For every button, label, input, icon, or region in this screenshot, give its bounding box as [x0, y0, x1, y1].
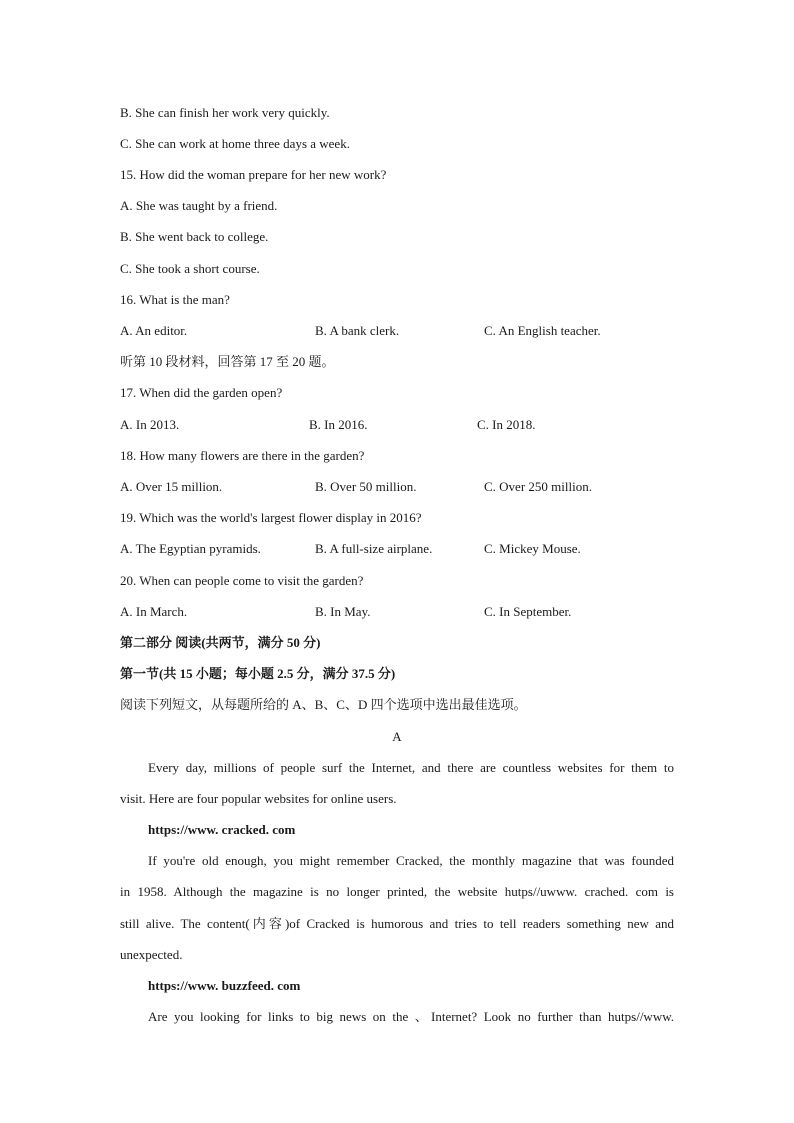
passage-label: A — [392, 729, 402, 744]
q15-option-b: B. She went back to college. — [120, 229, 269, 244]
q14-option-b: B. She can finish her work very quickly. — [120, 105, 330, 120]
passage-intro-line-1: Every day, millions of people surf the Internet, and there are countless websites for them to — [148, 760, 674, 775]
reading-instruction: 阅读下列短文，从每题所给的 A、B、C、D 四个选项中选出最佳选项。 — [120, 697, 527, 712]
q20-question: 20. When can people come to visit the garden? — [120, 573, 364, 588]
q16-option-a: A. An editor. — [120, 323, 188, 338]
site1-line-1: If you're old enough, you might remember Cracked, the monthly magazine that was founded — [148, 853, 674, 868]
site1-url: https://www. cracked. com — [148, 822, 296, 837]
q18-option-c: C. Over 250 million. — [484, 479, 592, 494]
q18-question: 18. How many flowers are there in the garden? — [120, 448, 365, 463]
q16-option-c: C. An English teacher. — [484, 323, 601, 338]
site2-line-1: Are you looking for links to big news on the 、Internet? Look no further than hutps//www. — [148, 1009, 674, 1024]
site2-url: https://www. buzzfeed. com — [148, 978, 301, 993]
q20-option-c: C. In September. — [484, 604, 572, 619]
site1-line-4: unexpected. — [120, 947, 183, 962]
part2-heading: 第二部分 阅读(共两节，满分 50 分) — [120, 635, 321, 650]
q15-question: 15. How did the woman prepare for her new work? — [120, 167, 387, 182]
site1-line-2: in 1958. Although the magazine is no longer printed, the website hutps//uwww. crached. com is — [120, 884, 674, 899]
q20-option-a: A. In March. — [120, 604, 188, 619]
section1-heading: 第一节(共 15 小题；每小题 2.5 分，满分 37.5 分) — [120, 666, 396, 681]
q17-option-c: C. In 2018. — [477, 417, 536, 432]
material-instruction: 听第 10 段材料，回答第 17 至 20 题。 — [120, 354, 335, 369]
q15-option-c: C. She took a short course. — [120, 261, 260, 276]
q14-option-c: C. She can work at home three days a week. — [120, 136, 350, 151]
q17-option-b: B. In 2016. — [309, 417, 368, 432]
q19-question: 19. Which was the world's largest flower display in 2016? — [120, 510, 422, 525]
q20-option-b: B. In May. — [315, 604, 371, 619]
q17-option-a: A. In 2013. — [120, 417, 180, 432]
q19-option-c: C. Mickey Mouse. — [484, 541, 581, 556]
q18-option-b: B. Over 50 million. — [315, 479, 417, 494]
q17-question: 17. When did the garden open? — [120, 385, 283, 400]
q19-option-a: A. The Egyptian pyramids. — [120, 541, 261, 556]
q15-option-a: A. She was taught by a friend. — [120, 198, 278, 213]
passage-intro-line-2: visit. Here are four popular websites for online users. — [120, 791, 397, 806]
q16-question: 16. What is the man? — [120, 292, 230, 307]
q16-option-b: B. A bank clerk. — [315, 323, 400, 338]
site1-line-3: still alive. The content(内容)of Cracked is humorous and tries to tell readers something new and — [120, 916, 674, 931]
q18-option-a: A. Over 15 million. — [120, 479, 223, 494]
q19-option-b: B. A full-size airplane. — [315, 541, 433, 556]
